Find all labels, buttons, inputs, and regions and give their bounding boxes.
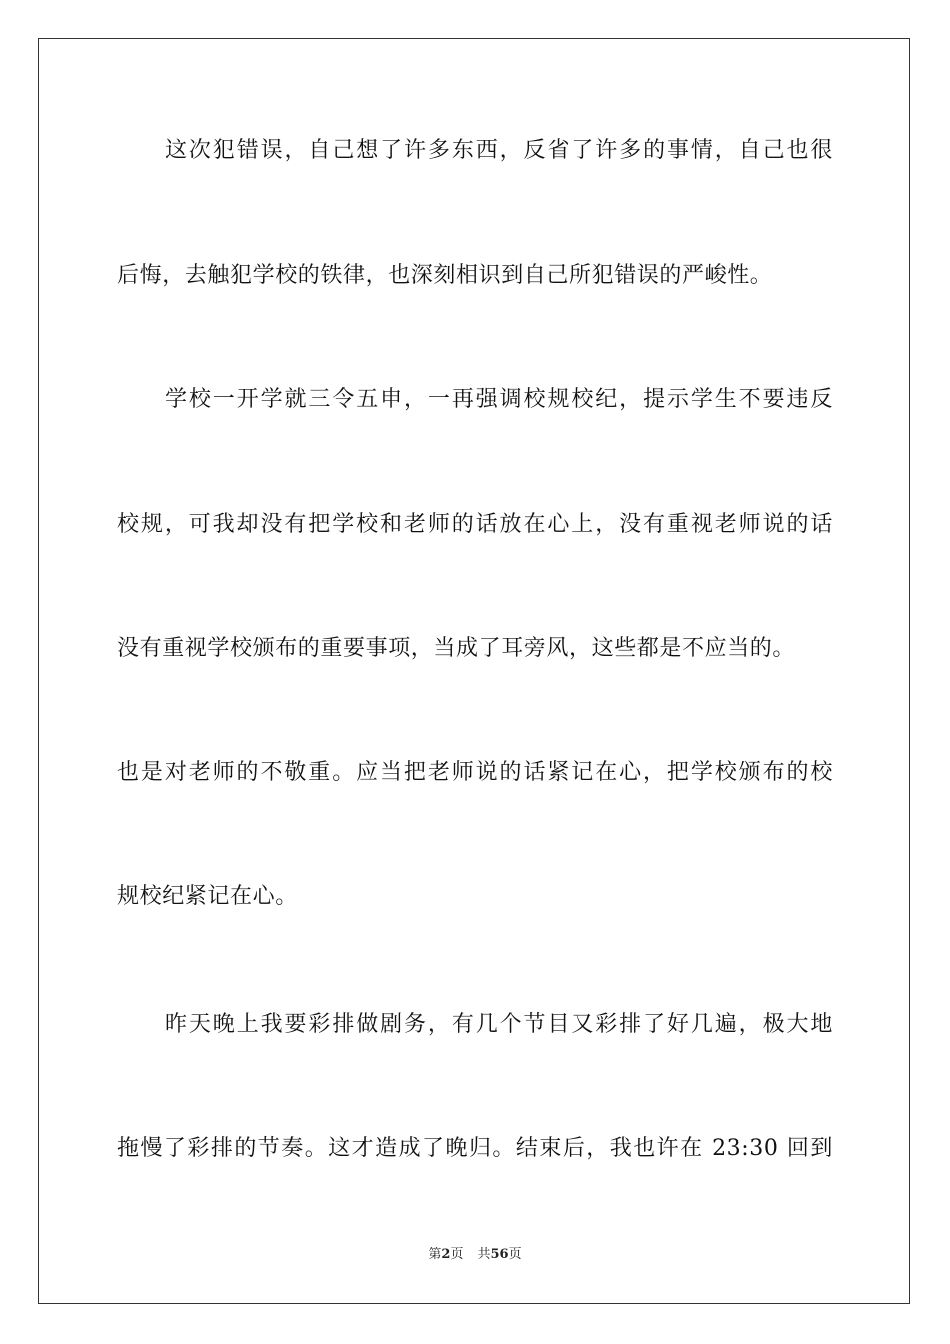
footer-total-suffix: 页 bbox=[508, 1247, 522, 1262]
page-footer bbox=[0, 1246, 950, 1264]
paragraph-2-line-4: 也是对老师的不敬重。应当把老师说的话紧记在心，把学校颁布的校 bbox=[117, 760, 833, 785]
footer-page-number: 2 bbox=[441, 1247, 451, 1262]
footer-total-prefix: 共 bbox=[477, 1247, 491, 1262]
footer-prefix: 第 bbox=[428, 1247, 442, 1262]
page-border bbox=[38, 38, 910, 1304]
paragraph-3-line-1: 昨天晚上我要彩排做剧务，有几个节目又彩排了好几遍，极大地 bbox=[165, 1012, 833, 1037]
paragraph-2-line-2: 校规，可我却没有把学校和老师的话放在心上，没有重视老师说的话 bbox=[117, 512, 833, 537]
paragraph-2-line-1: 学校一开学就三令五申，一再强调校规校纪，提示学生不要违反 bbox=[165, 387, 833, 412]
paragraph-3-line-2: 拖慢了彩排的节奏。这才造成了晚归。结束后，我也许在 23:30 回到 bbox=[117, 1136, 833, 1161]
paragraph-1-line-1: 这次犯错误，自己想了许多东西，反省了许多的事情，自己也很 bbox=[165, 138, 833, 163]
paragraph-2-line-3: 没有重视学校颁布的重要事项，当成了耳旁风，这些都是不应当的。 bbox=[117, 636, 796, 661]
footer-total-pages: 56 bbox=[490, 1247, 509, 1262]
footer-page-suffix: 页 bbox=[450, 1247, 464, 1262]
paragraph-1-line-2: 后悔，去触犯学校的铁律，也深刻相识到自己所犯错误的严峻性。 bbox=[117, 263, 773, 288]
paragraph-2-line-5: 规校纪紧记在心。 bbox=[117, 884, 298, 909]
